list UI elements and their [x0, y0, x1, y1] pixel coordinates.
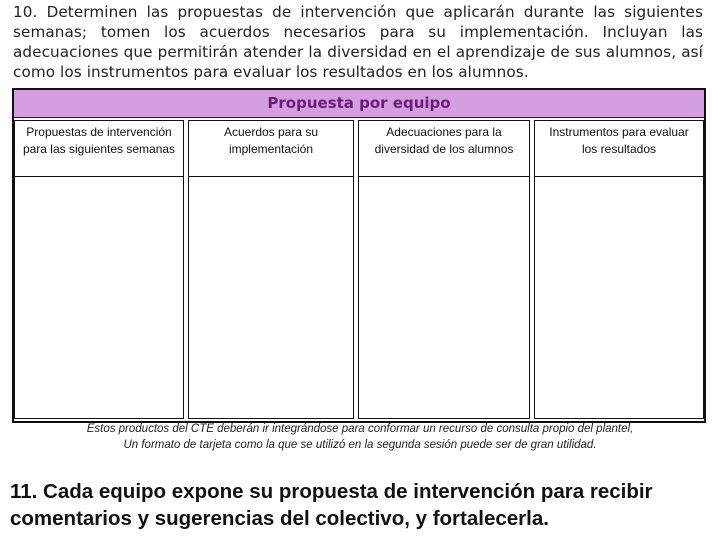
column-instruments [534, 120, 704, 419]
column-header-adaptations: Adecuaciones para la diversidad de los alumnos [359, 121, 529, 177]
column-interventions [14, 120, 184, 419]
table-title: Propuesta por equipo [14, 90, 704, 118]
column-header-agreements: Acuerdos para su implementación [189, 121, 353, 177]
proposal-table [12, 88, 706, 423]
cte-note [20, 421, 700, 453]
step-10-instructions: 10. Determinen las propuestas de intervención que aplicarán durante las siguientes semanas; tomen los acuerdos necesarios para su implementación. Incluyan las adecuaciones que permitirán atender la diversidad en el aprendizaje de sus alumnos, así como los instrumentos para evaluar los resultados en los alumnos. [13, 3, 703, 81]
step-11-heading: 11. Cada equipo expone su propuesta de intervención para recibir comentarios y sugerencias del colectivo, y fortalecerla. [10, 480, 653, 530]
column-header-instruments: Instrumentos para evaluar los resultados [535, 121, 703, 177]
note-line-1: Estos productos del CTE deberán ir integrándose para conformar un recurso de consulta propio del plantel, [86, 423, 634, 435]
column-header-interventions: Propuestas de intervención para las siguientes semanas [15, 121, 183, 177]
column-adaptations [358, 120, 530, 419]
column-agreements [188, 120, 354, 419]
note-line-2: Un formato de tarjeta como la que se utilizó en la segunda sesión puede ser de gran utilidad. [123, 439, 597, 451]
